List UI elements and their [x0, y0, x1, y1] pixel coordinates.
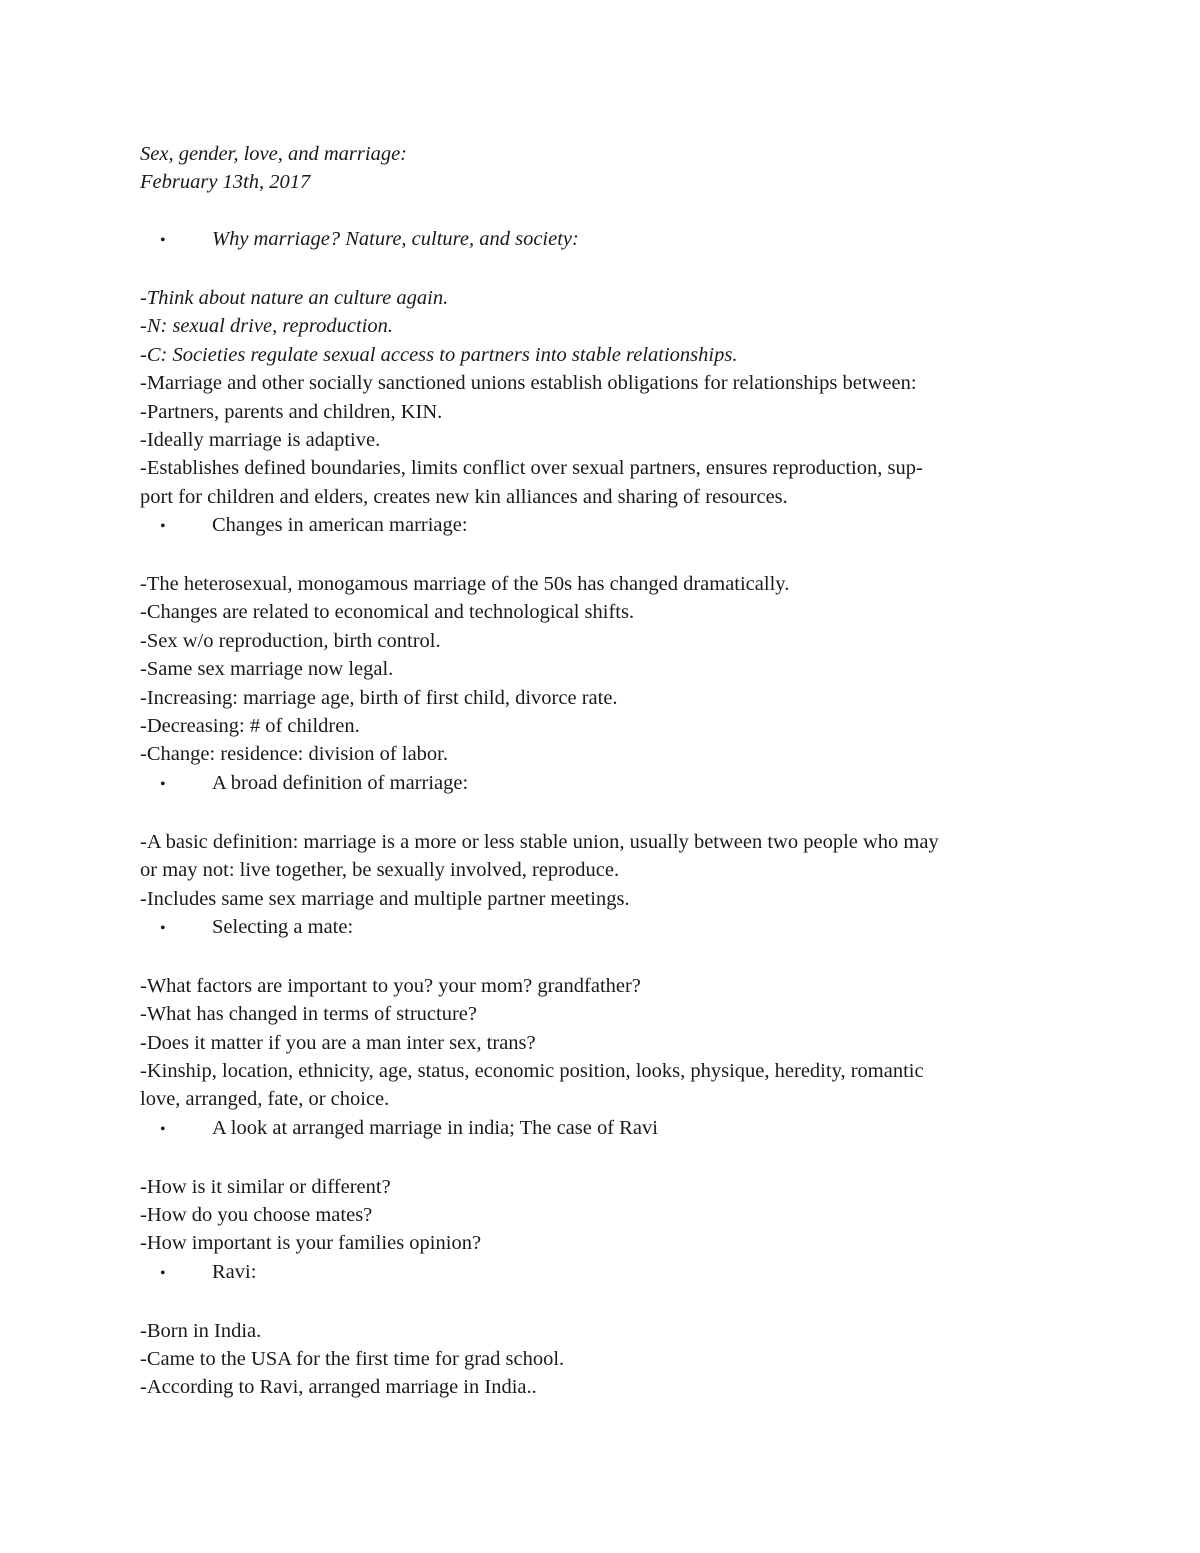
note-line: -N: sexual drive, reproduction. — [140, 315, 393, 338]
note-line: -Kinship, location, ethnicity, age, status, economic position, looks, physique, heredity, romantic — [140, 1059, 924, 1082]
note-line: -Does it matter if you are a man inter sex, trans? — [140, 1031, 536, 1054]
spacer — [140, 1288, 1060, 1316]
note-line: port for children and elders, creates new kin alliances and sharing of resources. — [140, 485, 788, 508]
section-heading-selecting-mate — [140, 913, 1060, 943]
note-line: -What factors are important to you? your mom? grandfather? — [140, 974, 641, 997]
bullet-icon: • — [160, 232, 166, 250]
section-heading-text: Changes in american marriage: — [212, 514, 468, 537]
bullet-icon: • — [160, 919, 166, 937]
note-line: love, arranged, fate, or choice. — [140, 1088, 390, 1111]
note-line: or may not: live together, be sexually involved, reproduce. — [140, 859, 620, 882]
note-line: -The heterosexual, monogamous marriage of the 50s has changed dramatically. — [140, 573, 790, 596]
section-heading-ravi — [140, 1258, 1060, 1288]
bullet-icon: • — [160, 518, 166, 536]
note-line: -Ideally marriage is adaptive. — [140, 429, 381, 452]
section-heading-text: Selecting a mate: — [212, 915, 354, 938]
note-line: -Came to the USA for the first time for grad school. — [140, 1347, 565, 1370]
note-line: -A basic definition: marriage is a more or less stable union, usually between two people who may — [140, 830, 939, 853]
spacer — [140, 256, 1060, 284]
section-heading-text: Why marriage? Nature, culture, and society: — [212, 228, 579, 251]
section-heading-arranged-marriage-india — [140, 1114, 1060, 1144]
document-title: Sex, gender, love, and marriage: — [140, 143, 408, 165]
spacer — [140, 197, 1060, 225]
note-line: -Sex w/o reproduction, birth control. — [140, 629, 441, 652]
note-line: -Partners, parents and children, KIN. — [140, 400, 443, 423]
note-line: -Decreasing: # of children. — [140, 715, 360, 738]
section-heading-why-marriage — [140, 225, 1060, 255]
note-line: -Increasing: marriage age, birth of first child, divorce rate. — [140, 686, 618, 709]
note-line: -Changes are related to economical and technological shifts. — [140, 601, 635, 624]
section-heading-text: Ravi: — [212, 1260, 257, 1283]
note-line: -Establishes defined boundaries, limits conflict over sexual partners, ensures reproduction, sup- — [140, 457, 923, 480]
document-date: February 13th, 2017 — [140, 171, 311, 194]
section-heading-broad-definition — [140, 769, 1060, 799]
note-line: -C: Societies regulate sexual access to partners into stable relationships. — [140, 343, 738, 366]
note-line: -How important is your families opinion? — [140, 1232, 482, 1255]
spacer — [140, 943, 1060, 971]
note-line: -Change: residence: division of labor. — [140, 743, 448, 766]
note-line: -Includes same sex marriage and multiple partner meetings. — [140, 887, 630, 910]
note-line: -What has changed in terms of structure? — [140, 1003, 477, 1026]
note-line: -Marriage and other socially sanctioned unions establish obligations for relationships between: — [140, 372, 917, 395]
bullet-icon: • — [160, 1264, 166, 1282]
note-line: -Think about nature an culture again. — [140, 287, 449, 309]
note-line: -How is it similar or different? — [140, 1175, 391, 1198]
spacer — [140, 799, 1060, 827]
note-line: -How do you choose mates? — [140, 1203, 373, 1226]
note-line: -Born in India. — [140, 1319, 262, 1342]
spacer — [140, 542, 1060, 570]
bullet-icon: • — [160, 1120, 166, 1138]
note-line: -According to Ravi, arranged marriage in India.. — [140, 1376, 537, 1399]
section-heading-text: A look at arranged marriage in india; The case of Ravi — [212, 1116, 658, 1139]
note-line: -Same sex marriage now legal. — [140, 658, 394, 681]
document-page — [140, 140, 1060, 1402]
section-heading-text: A broad definition of marriage: — [212, 771, 469, 794]
bullet-icon: • — [160, 775, 166, 793]
section-heading-changes-american-marriage — [140, 511, 1060, 541]
spacer — [140, 1144, 1060, 1172]
